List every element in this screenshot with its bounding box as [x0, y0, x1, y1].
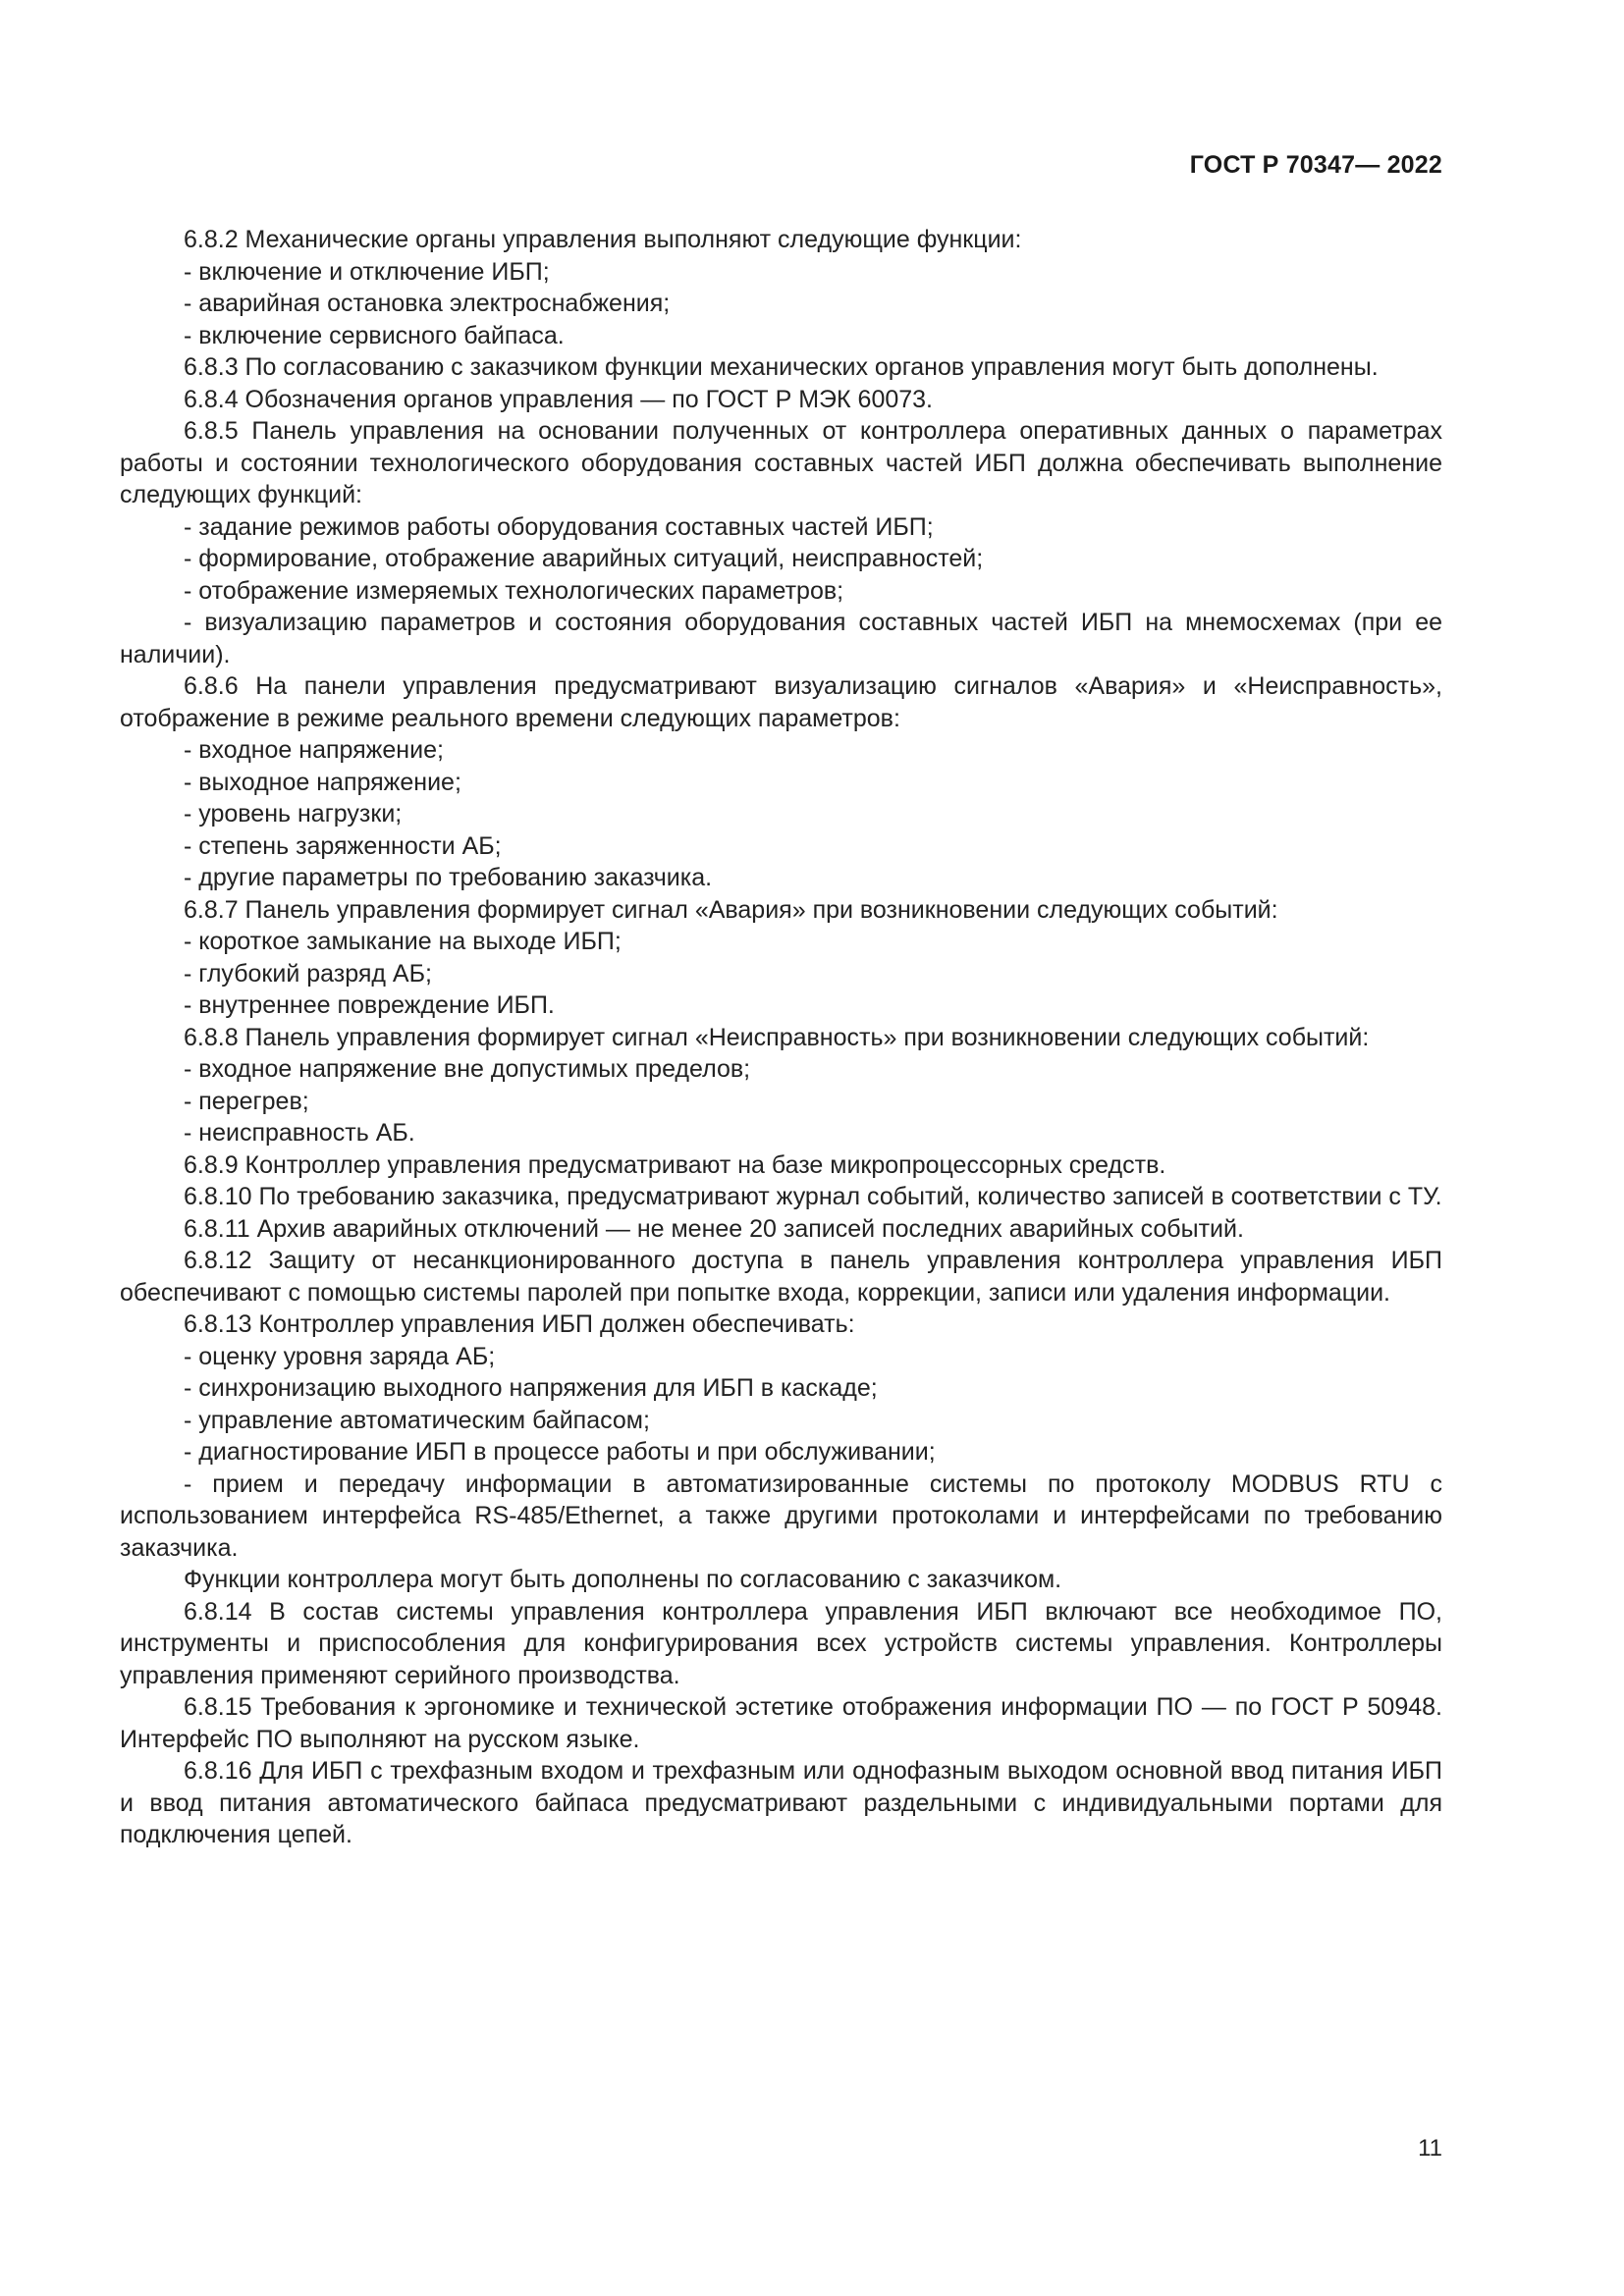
list-item: - задание режимов работы оборудования составных частей ИБП; — [184, 512, 934, 541]
document-body — [120, 224, 1442, 1851]
clause-6-8-9: 6.8.9 Контроллер управления предусматривают на базе микропроцессорных средств. — [184, 1150, 1166, 1179]
clause-6-8-13: 6.8.13 Контроллер управления ИБП должен обеспечивать: — [184, 1310, 855, 1338]
clause-6-8-3: 6.8.3 По согласованию с заказчиком функции механических органов управления могут быть дополнены. — [184, 353, 1379, 381]
list-item: - степень заряженности АБ; — [184, 831, 502, 860]
list-item: - другие параметры по требованию заказчика. — [184, 864, 713, 891]
clause-6-8-2: 6.8.2 Механические органы управления выполняют следующие функции: — [184, 226, 1022, 253]
page-number: 11 — [1418, 2135, 1442, 2162]
list-item: - внутреннее повреждение ИБП. — [184, 991, 555, 1019]
list-item: - оценку уровня заряда АБ; — [184, 1342, 496, 1370]
clause-6-8-8: 6.8.8 Панель управления формирует сигнал «Неисправность» при возникновении следующих событий: — [184, 1023, 1370, 1051]
list-item: - перегрев; — [184, 1087, 309, 1115]
list-item: - уровень нагрузки; — [184, 800, 403, 828]
clause-6-8-4: 6.8.4 Обозначения органов управления — по ГОСТ Р МЭК 60073. — [184, 385, 934, 413]
list-item: - входное напряжение; — [184, 736, 444, 764]
list-item: - визуализацию параметров и состояния оборудования составных частей ИБП на мнемосхемах (при ее наличии). — [120, 609, 1442, 668]
clause-6-8-5: 6.8.5 Панель управления на основании полученных от контроллера оперативных данных о параметрах работы и состоянии технологического оборудования составных частей ИБП должна обеспечивать выполнение следующих функций: — [120, 417, 1442, 508]
document-code-header: ГОСТ Р 70347— 2022 — [1189, 151, 1442, 179]
list-item: - прием и передачу информации в автоматизированные системы по протоколу MODBUS RTU с использованием интерфейса RS-485/Ethernet, а также другими протоколами и интерфейсами по требованию заказчика. — [120, 1469, 1442, 1562]
clause-6-8-15: 6.8.15 Требования к эргономике и технической эстетике отображения информации ПО — по ГОСТ Р 50948. Интерфейс ПО выполняют на русском языке. — [120, 1693, 1442, 1753]
list-item: - формирование, отображение аварийных ситуаций, неисправностей; — [184, 545, 984, 572]
list-item: - неисправность АБ. — [184, 1119, 415, 1147]
controller-functions-note: Функции контроллера могут быть дополнены по согласованию с заказчиком. — [184, 1566, 1062, 1593]
list-item: - включение и отключение ИБП; — [184, 257, 550, 286]
list-item: - управление автоматическим байпасом; — [184, 1406, 650, 1434]
clause-6-8-11: 6.8.11 Архив аварийных отключений — не менее 20 записей последних аварийных событий. — [184, 1214, 1244, 1243]
list-item: - аварийная остановка электроснабжения; — [184, 290, 671, 317]
list-item: - глубокий разряд АБ; — [184, 959, 432, 988]
clause-6-8-6: 6.8.6 На панели управления предусматривают визуализацию сигналов «Авария» и «Неисправность», отображение в режиме реального времени следующих параметров: — [120, 672, 1442, 732]
clause-6-8-12: 6.8.12 Защиту от несанкционированного доступа в панель управления контроллера управления ИБП обеспечивают с помощью системы паролей при попытке входа, коррекции, записи или удаления информации. — [120, 1247, 1442, 1307]
list-item: - выходное напряжение; — [184, 768, 461, 796]
list-item: - отображение измеряемых технологических параметров; — [184, 576, 844, 605]
list-item: - короткое замыкание на выходе ИБП; — [184, 928, 622, 955]
list-item: - включение сервисного байпаса. — [184, 321, 565, 349]
clause-6-8-10: 6.8.10 По требованию заказчика, предусматривают журнал событий, количество записей в соответствии с ТУ. — [184, 1183, 1442, 1210]
list-item: - синхронизацию выходного напряжения для ИБП в каскаде; — [184, 1374, 878, 1402]
clause-6-8-16: 6.8.16 Для ИБП с трехфазным входом и трехфазным или однофазным выходом основной ввод питания ИБП и ввод питания автоматического байпаса предусматривают раздельными с индивидуальными портами для подключения цепей. — [120, 1757, 1442, 1848]
list-item: - диагностирование ИБП в процессе работы и при обслуживании; — [184, 1438, 936, 1466]
list-item: - входное напряжение вне допустимых пределов; — [184, 1055, 751, 1083]
clause-6-8-14: 6.8.14 В состав системы управления контроллера управления ИБП включают все необходимое ПО, инструменты и приспособления для конфигурирования всех устройств системы управления. Контроллеры управления применяют серийного производства. — [120, 1597, 1442, 1689]
clause-6-8-7: 6.8.7 Панель управления формирует сигнал «Авария» при возникновении следующих событий: — [184, 895, 1278, 924]
